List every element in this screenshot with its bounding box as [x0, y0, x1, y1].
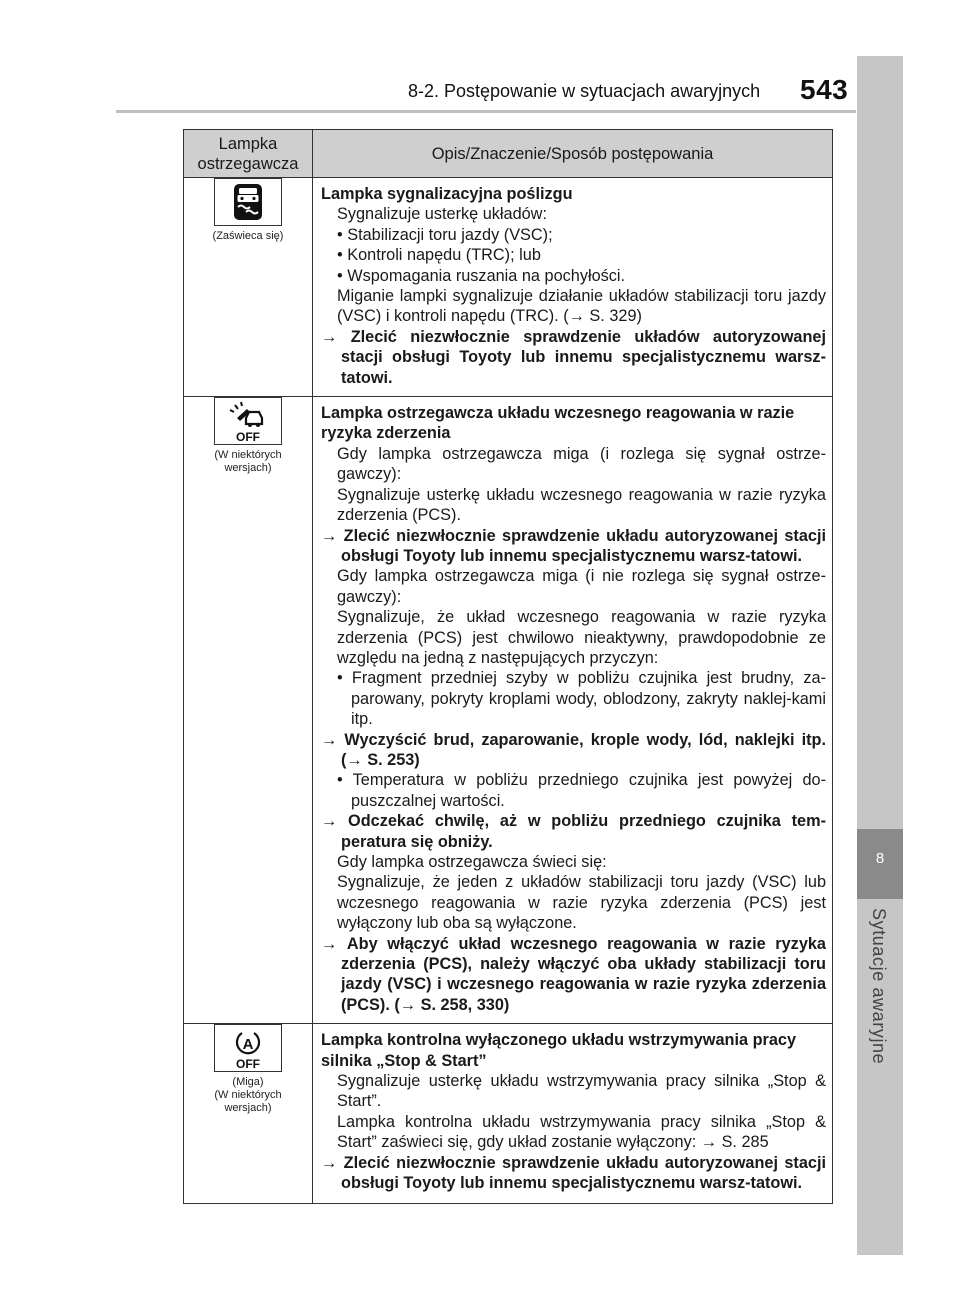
action-text: Wyczyścić brud, zaparowanie, krople wody, lód, naklejki itp. (→ S. 253)	[341, 730, 826, 769]
bullet-item: • Stabilizacji toru jazdy (VSC);	[337, 225, 553, 244]
bullet-item: • Temperatura w pobliżu przedniego czujnika jest powyżej do-puszczalnej wartości.	[337, 771, 826, 810]
lamp-caption-line: (W niektórych	[214, 449, 282, 462]
table-row	[184, 178, 833, 397]
description-cell	[313, 178, 833, 397]
warning-title: Lampka kontrolna wyłączonego układu wstrzymywania pracy silnika „Stop & Start”	[321, 1031, 797, 1070]
bullet-item: • Wspomagania ruszania na pochyłości.	[337, 266, 626, 285]
header-divider	[116, 110, 856, 113]
column-header-lamp: Lampka ostrzegawcza	[184, 130, 313, 178]
arrow-icon: →	[321, 526, 344, 545]
action-instruction	[321, 1153, 826, 1194]
description-text: Sygnalizuje usterkę układu wstrzymywania pracy silnika „Stop & Start”.	[337, 1072, 826, 1111]
table-header-row	[184, 130, 833, 178]
lamp-caption-line: wersjach)	[224, 1102, 272, 1115]
chapter-side-tab	[857, 56, 903, 1255]
description-text: Sygnalizuje usterkę układów:	[337, 205, 547, 224]
table-row	[184, 397, 833, 1024]
arrow-icon: →	[321, 934, 347, 953]
description-text: Gdy lampka ostrzegawcza miga (i nie rozlega się sygnał ostrze-gawczy):	[337, 567, 826, 606]
lamp-cell	[184, 1024, 313, 1204]
action-instruction	[321, 934, 826, 1016]
description-text: Sygnalizuje, że jeden z układów stabilizacji toru jazdy (VSC) lub wczesnego reagowania w razie ryzyka zderzenia (PCS) jest wyłączony lub oba są wyłączone.	[337, 873, 826, 933]
stop-start-off-indicator-icon	[214, 1024, 282, 1072]
chapter-title: Sytuacje awaryjne	[869, 908, 889, 1065]
bullet-item: • Kontroli napędu (TRC); lub	[337, 246, 541, 265]
arrow-icon: →	[321, 730, 345, 749]
action-instruction	[321, 327, 826, 388]
description-text: Gdy lampka ostrzegawcza miga (i rozlega się sygnał ostrze-gawczy):	[337, 444, 826, 484]
action-text: Odczekać chwilę, aż w pobliżu przedniego czujnika tem-peratura się obniży.	[341, 812, 826, 851]
bullet-item: • Fragment przedniej szyby w pobliżu czujnika jest brudny, za-parowany, pokryty kroplami wody, oblodzony, zakryty naklej-kami itp.	[337, 669, 826, 729]
chapter-number: 8	[875, 850, 885, 867]
lamp-caption-line: wersjach)	[224, 462, 272, 475]
action-text: Aby włączyć układ wczesnego reagowania w razie ryzyka zderzenia (PCS), należy włączyć oba układy stabilizacji toru jazdy (VSC) i wczesnego reagowania w razie ryzyka zderzenia (PCS). (→ S. 258, 330)	[341, 934, 826, 1014]
lamp-caption	[184, 449, 312, 475]
arrow-icon: →	[321, 327, 351, 346]
icon-letter: A	[242, 1036, 254, 1054]
action-instruction	[321, 526, 826, 567]
warning-title: Lampka sygnalizacyjna poślizgu	[321, 185, 573, 203]
arrow-icon: →	[321, 812, 349, 831]
icon-off-label: OFF	[236, 1057, 260, 1072]
action-text: Zlecić niezwłocznie sprawdzenie układu autoryzowanej stacji obsługi Toyoty lub innemu specjalistycznemu warsz-tatowi.	[341, 526, 826, 565]
pcs-off-warning-icon	[214, 397, 282, 445]
action-instruction	[321, 730, 826, 771]
action-text: Zlecić niezwłocznie sprawdzenie układów autoryzowanej stacji obsługi Toyoty lub innemu specjalistycznemu warsz-tatowi.	[341, 327, 826, 387]
description-text: Lampka kontrolna układu wstrzymywania pracy silnika „Stop & Start” zaświeci się, gdy układ zostanie wyłączony: → S. 285	[337, 1112, 826, 1152]
table-row	[184, 1024, 833, 1204]
description-text: Sygnalizuje usterkę układu wczesnego reagowania w razie ryzyka zderzenia (PCS).	[337, 485, 826, 525]
action-instruction	[321, 811, 826, 852]
lamp-caption: (Zaświeca się)	[212, 230, 284, 242]
warning-title: Lampka ostrzegawcza układu wczesnego reagowania w razie ryzyka zderzenia	[321, 404, 795, 443]
running-header: 8-2. Postępowanie w sytuacjach awaryjnych	[408, 81, 761, 101]
lamp-caption-line: (Miga)	[232, 1076, 264, 1089]
action-text: Zlecić niezwłocznie sprawdzenie układu autoryzowanej stacji obsługi Toyoty lub innemu specjalistycznemu warsz-tatowi.	[341, 1153, 826, 1193]
column-header-description: Opis/Znaczenie/Sposób postępowania	[313, 130, 833, 178]
lamp-cell	[184, 397, 313, 1024]
lamp-caption	[184, 1076, 312, 1115]
slip-indicator-icon	[214, 178, 282, 226]
description-text: Sygnalizuje, że układ wczesnego reagowania w razie ryzyka zderzenia (PCS) jest chwilowo nieaktywny, prawdopodobnie ze względu na jedną z następujących przyczyn:	[337, 608, 826, 667]
description-text: Gdy lampka ostrzegawcza świeci się:	[337, 853, 607, 871]
warning-lights-table	[183, 129, 833, 1204]
page-number: 543	[800, 74, 849, 105]
description-text: Miganie lampki sygnalizuje działanie układów stabilizacji toru jazdy (VSC) i kontroli napędu (TRC). (→ S. 329)	[337, 287, 826, 326]
description-cell	[313, 397, 833, 1024]
lamp-cell	[184, 178, 313, 397]
lamp-caption-line: (W niektórych	[214, 1089, 282, 1102]
description-cell	[313, 1024, 833, 1204]
icon-off-label: OFF	[236, 430, 260, 445]
arrow-icon: →	[321, 1153, 344, 1172]
